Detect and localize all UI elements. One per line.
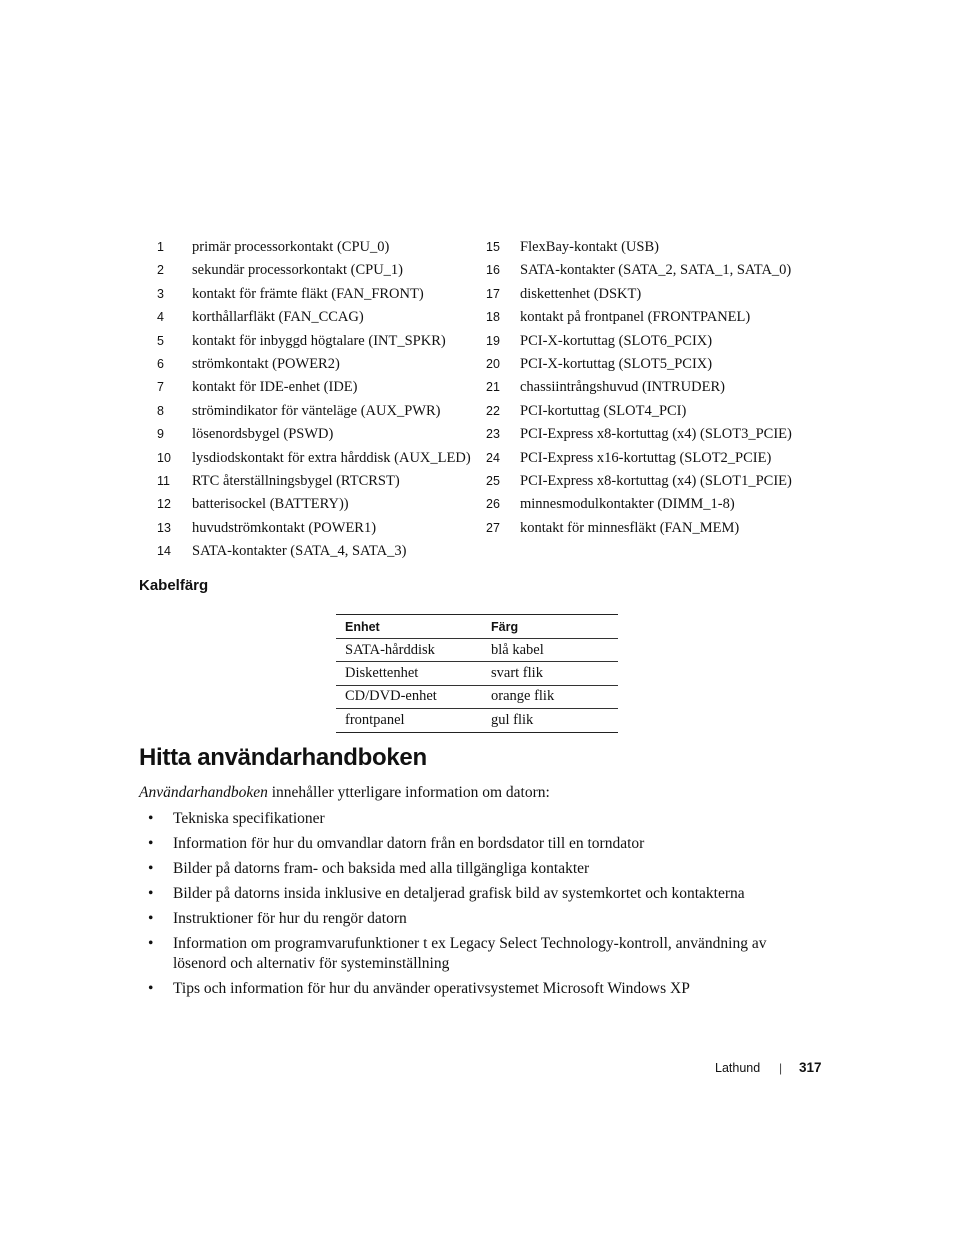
legend-item [486,283,806,306]
legend-number: 27 [486,520,500,535]
legend-label: strömindikator för vänteläge (AUX_PWR) [192,402,441,419]
feature-list [148,809,788,1004]
cell-color: orange flik [482,685,618,708]
page-number: 317 [799,1060,822,1075]
legend-number: 16 [486,263,500,278]
legend-item [157,353,477,376]
legend-number: 3 [157,286,164,301]
list-item [148,884,788,904]
list-item-text: Instruktioner för hur du rengör datorn [173,910,407,927]
legend-number: 13 [157,520,171,535]
legend-label: korthållarfläkt (FAN_CCAG) [192,309,364,326]
legend-label: kontakt på frontpanel (FRONTPANEL) [520,309,751,326]
legend-number: 21 [486,380,500,395]
cable-color-heading: Kabelfärg [139,577,209,594]
cell-device: SATA-hårddisk [336,639,482,662]
bullet-icon: • [148,979,154,997]
legend-label: kontakt för inbyggd högtalare (INT_SPKR) [192,332,446,349]
legend-item [486,306,806,329]
legend-item [486,423,806,446]
legend-label: RTC återställningsbygel (RTCRST) [192,472,400,489]
column-header-device: Enhet [336,615,482,639]
table-row [336,709,618,732]
connector-legend-right [486,236,806,540]
legend-label: PCI-Express x8-kortuttag (x4) (SLOT1_PCIE) [520,472,792,489]
bullet-icon: • [148,810,154,827]
cell-color: svart flik [482,662,618,685]
legend-item [157,306,477,329]
legend-number: 9 [157,427,164,442]
cell-color: gul flik [482,709,618,732]
legend-label: kontakt för IDE-enhet (IDE) [192,379,358,396]
legend-number: 10 [157,450,171,465]
guide-title: Användarhandboken [139,784,268,801]
list-item [148,834,788,854]
list-item-text: Information för hur du omvandlar datorn från en bordsdator till en torndator [173,835,645,852]
legend-item [486,517,806,540]
legend-label: chassiintrångshuvud (INTRUDER) [520,379,725,396]
table-header-row [336,615,618,639]
legend-label: SATA-kontakter (SATA_2, SATA_1, SATA_0) [520,262,792,279]
legend-label: SATA-kontakter (SATA_4, SATA_3) [192,543,407,560]
legend-item [486,330,806,353]
legend-number: 4 [157,310,164,325]
legend-label: sekundär processorkontakt (CPU_1) [192,262,404,279]
legend-item [486,470,806,493]
legend-item [486,400,806,423]
legend-number: 15 [486,240,500,254]
legend-label: PCI-Express x8-kortuttag (x4) (SLOT3_PCIE) [520,426,792,443]
legend-label: lysdiodskontakt för extra hårddisk (AUX_LED) [192,449,471,466]
legend-number: 1 [157,240,164,254]
legend-label: PCI-X-kortuttag (SLOT5_PCIX) [520,355,713,372]
legend-number: 11 [157,473,170,488]
intro-paragraph [139,784,550,802]
list-item [148,809,788,829]
cell-device: frontpanel [336,709,482,732]
legend-label: PCI-kortuttag (SLOT4_PCI) [520,402,687,419]
legend-item [157,330,477,353]
legend-item [486,376,806,399]
list-item-text: Tekniska specifikationer [173,810,325,827]
legend-number: 12 [157,497,171,512]
legend-label: strömkontakt (POWER2) [192,355,340,372]
bullet-icon: • [148,885,154,902]
cell-device: Diskettenhet [336,662,482,685]
legend-label: PCI-X-kortuttag (SLOT6_PCIX) [520,332,713,349]
list-item-text: Information om programvarufunktioner t ex Legacy Select Technology-kontroll, användning av lösenord och alternativ för systeminställning [173,935,767,972]
legend-item [157,493,477,516]
connector-legend-left [157,236,477,563]
legend-number: 25 [486,473,500,488]
legend-number: 6 [157,356,164,371]
footer-section-name: Lathund [715,1061,761,1075]
legend-label: batterisockel (BATTERY)) [192,496,349,513]
bullet-icon: • [148,860,154,877]
legend-item [157,259,477,282]
legend-item [157,400,477,423]
list-item-text: Tips och information för hur du använder operativsystemet Microsoft Windows XP [173,979,690,997]
bullet-icon: • [148,910,154,927]
legend-number: 7 [157,380,164,395]
legend-item [157,447,477,470]
legend-item [157,423,477,446]
legend-number: 18 [486,310,500,325]
cell-color: blå kabel [482,639,618,662]
legend-item [157,236,477,259]
table-row [336,639,618,662]
bullet-icon: • [148,835,154,852]
column-header-color: Färg [482,615,618,639]
list-item-text: Bilder på datorns fram- och baksida med alla tillgängliga kontakter [173,860,590,877]
legend-label: kontakt för främte fläkt (FAN_FRONT) [192,285,424,302]
legend-label: lösenordsbygel (PSWD) [192,426,334,443]
legend-number: 17 [486,286,500,301]
list-item-text: Bilder på datorns insida inklusive en detaljerad grafisk bild av systemkortet och kontakterna [173,885,745,902]
legend-label: diskettenhet (DSKT) [520,285,642,302]
table-row [336,685,618,708]
list-item [148,859,788,879]
legend-item [486,236,806,259]
legend-number: 26 [486,497,500,512]
footer-separator: | [779,1061,783,1075]
legend-item [486,353,806,376]
intro-text: innehåller ytterligare information om datorn: [267,784,550,801]
legend-label: primär processorkontakt (CPU_0) [192,239,390,255]
legend-number: 22 [486,403,500,418]
legend-label: FlexBay-kontakt (USB) [520,239,659,255]
legend-item [486,447,806,470]
legend-item [157,517,477,540]
legend-label: minnesmodulkontakter (DIMM_1-8) [520,496,735,513]
legend-number: 20 [486,356,500,371]
legend-number: 2 [157,263,164,278]
table-row [336,662,618,685]
legend-item [157,470,477,493]
legend-label: huvudströmkontakt (POWER1) [192,519,377,536]
legend-item [157,376,477,399]
bullet-icon: • [148,935,154,952]
legend-item [157,540,477,563]
list-item [148,979,788,999]
legend-label: kontakt för minnesfläkt (FAN_MEM) [520,519,740,536]
legend-number: 24 [486,450,500,465]
legend-number: 14 [157,544,171,559]
legend-item [157,283,477,306]
list-item [148,934,788,973]
legend-label: PCI-Express x16-kortuttag (SLOT2_PCIE) [520,449,772,466]
cell-device: CD/DVD-enhet [336,685,482,708]
section-title: Hitta användarhandboken [139,744,427,771]
legend-item [486,259,806,282]
legend-number: 23 [486,427,500,442]
legend-number: 19 [486,333,500,348]
legend-item [486,493,806,516]
cable-color-table [336,614,618,733]
legend-number: 8 [157,403,164,418]
legend-number: 5 [157,333,164,348]
list-item [148,909,788,929]
